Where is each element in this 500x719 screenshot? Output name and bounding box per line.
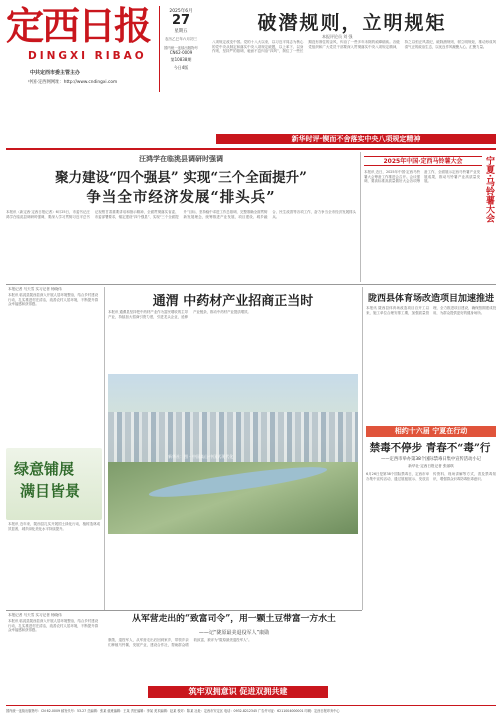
bottom-body: 康勋，退役军人，从军营走出后回到家乡，带领乡亲们种植马铃薯，发展产业，建设合作社，帮助群众增收致富，被评为“陇原最美退役军人”。 <box>108 638 252 647</box>
right-banner: 相约十六届 宁夏在行动 <box>366 426 496 437</box>
top-article-banner: 新华时评·锲而不舍落实中央八项规定精神 <box>216 134 496 144</box>
masthead-pinyin: DINGXI RIBAO <box>28 50 147 62</box>
date-lunar: 农历乙巳年六月初三 <box>164 37 198 41</box>
masthead-title: 定西日报 <box>6 3 151 48</box>
middle-title: 通渭 中药材产业招商正当时 <box>152 294 314 309</box>
date-code1: 国内统一连续出版物号 <box>164 46 198 50</box>
website: 中国·定西网网址：http://www.cndingxi.com <box>28 80 118 85</box>
left1-body: 本报讯 临洮县陇西县深入开展人居环境整治，结合乡村建设行动，扎实推进村庄清洁，改善农村人居环境，不断提升群众幸福感和获得感。 <box>8 293 98 307</box>
potato-conference-banner: 2025年中国·定西马铃薯大会 <box>364 156 482 166</box>
drug-body: 6月26日是第38个国际禁毒日，定西市举办集中宣传活动，通过展板展示、发放宣传资料、现场讲解等方式，普及禁毒知识，增强群众识毒防毒拒毒意识。 <box>366 472 496 481</box>
photo-caption: 新华社：图 - 中国高山·中国式现代化 <box>168 454 234 459</box>
drug-byline: 新华社·定西日报记者 张丽琪 <box>408 464 454 468</box>
sponsor: 中共定西市委主管主办 <box>30 70 81 76</box>
date-day: 27 <box>171 13 191 28</box>
date-box <box>159 6 202 92</box>
lead-title-line1: 聚力建设“四个强县” 实现“三个全面提升” <box>55 170 307 186</box>
masthead-rule <box>6 148 496 150</box>
footer-text: 国内统一连续出版物号：CN 62-0009 邮发代号：53-27 总编辑：张某 值班编辑：王某 责任编辑：李某 美术编辑：赵某 校对：陈某 社址：定西市安定区 电话：0932-8212345 广告许可证：6211004000001 印刷：定西日报印务中心 <box>6 709 340 713</box>
drug-title: 禁毒不停步 青春不“毒”行 <box>369 442 491 454</box>
bottom-left-body: 本报讯 临洮县陇西县深入开展人居环境整治，结合乡村建设行动，扎实推进村庄清洁，改善农村人居环境，不断提升群众幸福感和获得感。 <box>8 619 98 633</box>
left1-byline: 本报记者 马天雪 实习记者 杨晓伟 <box>8 287 62 291</box>
bottom-subtitle: ——记“陇原最美退役军人”康勋 <box>198 630 270 636</box>
potato-conference-body: 本报讯 近日，2025年中国·定西马铃薯大会筹备工作推进会召开。会议强调，要高标准高质量做好大会各项筹备工作，全面展示定西马铃薯产业发展成果，推动马铃薯产业高质量发展。 <box>364 170 480 184</box>
right-title: 陇西县体育场改造项目加速推进 <box>367 294 494 304</box>
top-article-body: 八项规定改变中国。党的十八大以来，以习近平同志为核心的党中央从制定和落实中央八项规定破题，以上率下、以身作则，坚持严的基调，驰而不息纠治“四风”，刹住了一些长期没有刹住的歪风，纠治了一些多年未除的顽瘴痼疾。各级党组织和广大党员干部要深入贯彻落实中央八项规定精神，持之以恒正风肃纪，破除潜规则，树立明规矩，推动形成风清气正的政治生态，以优良作风凝聚人心、汇聚力量。 <box>212 40 496 54</box>
lead-title-line2: 争当全市经济发展“排头兵” <box>86 189 276 206</box>
date-code2: CN62-0009 <box>169 50 193 55</box>
right-body: 本报讯 陇西县体育场改造项目自开工以来，施工单位合理安排工期，加强质量管理，全力推进项目建设，确保按期建成投用，为群众提供更好的健身场所。 <box>366 306 496 315</box>
date-weekday: 星期五 <box>174 29 188 34</box>
top-article-byline: 本报评论员 刘 强 <box>322 34 353 39</box>
bottom-byline: 本报记者 马天雪 实习记者 杨晓伟 <box>8 613 62 617</box>
lead-kicker: 汪鸿学在临洮县调研时强调 <box>139 155 223 163</box>
date-issue: 第10838期 <box>170 57 192 62</box>
feature-title-line1: 绿意铺展 <box>14 460 75 478</box>
top-article-title: 破潜规则，立明规矩 <box>257 12 447 34</box>
potato-conference-vertical: 宁夏·马铃薯大会 <box>484 156 494 223</box>
middle-body: 本报讯 通渭县坚持把中药材产业作为富民增收的主导产业，持续加大招商引资力度，引进龙头企业，延伸产业链条，推动中药材产业提质增效。 <box>108 310 251 319</box>
bottom-title: 从军营走出的“致富司令”，用一颗土豆带富一方水土 <box>132 614 336 624</box>
feature-caption: 本报讯 近年来，陇西县扎实开展国土绿化行动，植树造林成效显著，城乡绿化美化水平持续提升。 <box>8 522 100 531</box>
footer-rule <box>6 705 496 706</box>
lead-body: 本报讯（新定西·定西日报记者）6月25日，市委书记汪鸿学在临洮县调研时强调，要深入学习贯彻习近平总书记视察甘肃重要讲话和指示精神，全面贯彻落实省委、市委部署要求，锚定建设“四个强县”、实现“三个全面提升”目标，坚持稳中求进工作总基调，完整准确全面贯彻新发展理念，统筹推进产业发展、项目建设、城乡融合、民生改善等各项工作，奋力争当全市经济发展排头兵。 <box>6 210 356 219</box>
date-month: 2025年6月 <box>169 9 193 14</box>
drug-subtitle: ——定西市举办第38个国际禁毒日集中宣传活动小记 <box>381 457 481 462</box>
date-pages: 今日4版 <box>173 65 189 70</box>
city-aerial-photo <box>108 374 358 534</box>
bottom-banner: 筑牢双拥意识 促进双拥共建 <box>148 686 328 698</box>
feature-title-line2: 满目皆景 <box>20 482 81 500</box>
